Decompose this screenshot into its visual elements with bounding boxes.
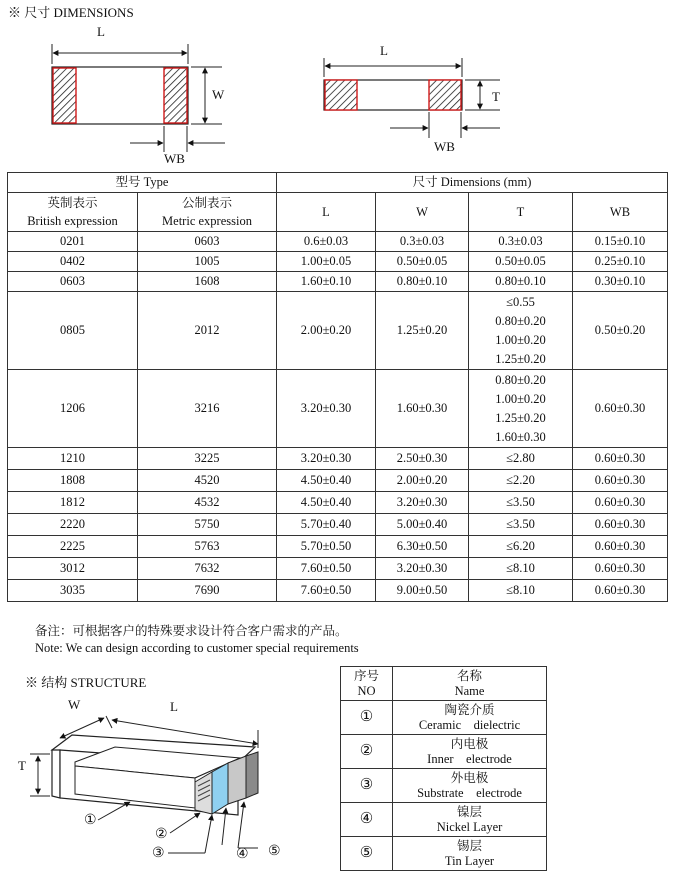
cell-L: 1.60±0.10 [277,272,376,292]
cell-T-value: 1.00±0.20 [495,332,546,347]
cell-W: 5.00±0.40 [376,514,469,536]
side-view-drawing [324,58,500,138]
materials-header-no-en: NO [357,683,376,698]
top-view-right-terminal [164,68,187,123]
materials-header-no-cn: 序号 [353,668,379,683]
materials-row [341,837,547,871]
materials-table [340,666,547,871]
table-row [8,370,668,448]
cell-metric: 1608 [138,272,277,292]
cell-L: 3.20±0.30 [277,370,376,448]
cell-T-value: ≤2.20 [506,473,535,487]
cell-W: 3.20±0.30 [376,558,469,580]
header-type: 型号 Type [8,173,277,193]
cell-T [469,558,573,580]
materials-name-en: Inner electrode [427,751,512,766]
cell-L: 4.50±0.40 [277,492,376,514]
header-metric-en: Metric expression [162,214,252,228]
cell-WB: 0.60±0.30 [573,370,668,448]
side-view-L-label: L [380,43,388,58]
cell-W: 2.50±0.30 [376,448,469,470]
cell-british: 0805 [8,292,138,370]
callout-5: ⑤ [268,844,281,859]
cell-T-value: 0.50±0.05 [495,254,546,268]
top-view-WB-label: WB [164,151,185,166]
materials-name [393,701,547,735]
structure-section-title: ※ 结构 STRUCTURE [25,675,147,690]
cell-british: 1812 [8,492,138,514]
header-metric-cn: 公制表示 [181,196,232,210]
table-row [8,272,668,292]
cell-T [469,470,573,492]
cell-L: 0.6±0.03 [277,232,376,252]
cell-metric: 4532 [138,492,277,514]
cell-british: 3035 [8,580,138,602]
header-WB: WB [573,193,668,232]
materials-name-cn: 镍层 [456,804,482,819]
cell-L: 1.00±0.05 [277,252,376,272]
cell-W: 3.20±0.30 [376,492,469,514]
cell-L: 2.00±0.20 [277,292,376,370]
cell-T-value: 0.80±0.20 [495,313,546,328]
note-chinese: 备注：可根据客户的特殊要求设计符合客户需求的产品。 [35,624,348,638]
cell-metric: 5763 [138,536,277,558]
cell-T-value: 1.00±0.20 [495,391,546,406]
dimensions-section-title: ※ 尺寸 DIMENSIONS [8,5,134,20]
cell-W: 9.00±0.50 [376,580,469,602]
table-row [8,252,668,272]
callout-2: ② [155,827,168,842]
materials-name-en: Substrate electrode [417,785,522,800]
table-row [8,448,668,470]
header-L: L [277,193,376,232]
top-view-drawing [52,44,225,152]
materials-name [393,803,547,837]
cell-british: 1210 [8,448,138,470]
cell-T-value: 1.25±0.20 [495,351,546,366]
header-W: W [376,193,469,232]
table-row [8,470,668,492]
cell-metric: 5750 [138,514,277,536]
cell-T [469,252,573,272]
cell-T-value: 0.80±0.20 [495,372,546,387]
materials-header-row [341,667,547,701]
materials-name-cn: 内电极 [450,736,489,751]
header-T: T [469,193,573,232]
cell-T-value: ≤0.55 [506,294,535,309]
cell-british: 0201 [8,232,138,252]
cell-british: 3012 [8,558,138,580]
cell-WB: 0.15±0.10 [573,232,668,252]
header-british [8,193,138,232]
structure-W-label: W [68,697,81,712]
cell-british: 0402 [8,252,138,272]
side-view-T-label: T [492,89,500,104]
cell-W: 0.80±0.10 [376,272,469,292]
cell-L: 7.60±0.50 [277,580,376,602]
materials-header-name [393,667,547,701]
materials-name-en: Nickel Layer [436,819,503,834]
materials-name-en: Ceramic dielectric [418,717,521,732]
cell-T [469,370,573,448]
cell-L: 4.50±0.40 [277,470,376,492]
cell-T [469,536,573,558]
top-view-W-label: W [212,87,225,102]
materials-name-cn: 外电极 [450,770,489,785]
header-dimensions: 尺寸 Dimensions (mm) [277,173,668,193]
cell-W: 6.30±0.50 [376,536,469,558]
table-row [8,492,668,514]
cell-WB: 0.60±0.30 [573,580,668,602]
cell-metric: 3216 [138,370,277,448]
cell-T [469,580,573,602]
side-view-left-terminal [325,80,357,110]
cell-british: 2220 [8,514,138,536]
cell-WB: 0.50±0.20 [573,292,668,370]
cell-WB: 0.60±0.30 [573,448,668,470]
cell-W: 0.3±0.03 [376,232,469,252]
cell-T-value: ≤8.10 [506,583,535,597]
cell-WB: 0.30±0.10 [573,272,668,292]
cell-metric: 7632 [138,558,277,580]
cell-WB: 0.60±0.30 [573,492,668,514]
top-view-L-label: L [97,24,105,39]
materials-name [393,837,547,871]
cell-T [469,514,573,536]
table-row [8,558,668,580]
cell-british: 1206 [8,370,138,448]
cell-WB: 0.60±0.30 [573,558,668,580]
side-view-WB-label: WB [434,139,455,154]
materials-no: ② [341,735,393,769]
cell-T-value: ≤6.20 [506,539,535,553]
cell-metric: 1005 [138,252,277,272]
cell-WB: 0.25±0.10 [573,252,668,272]
cell-L: 7.60±0.50 [277,558,376,580]
structure-L-label: L [170,699,178,714]
header-british-en: British expression [27,214,118,228]
tin-layer-5 [246,752,258,798]
cell-T-value: 1.60±0.30 [495,429,546,444]
cell-WB: 0.60±0.30 [573,536,668,558]
cell-metric: 3225 [138,448,277,470]
cell-british: 0603 [8,272,138,292]
cell-WB: 0.60±0.30 [573,514,668,536]
cell-W: 1.60±0.30 [376,370,469,448]
cell-W: 1.25±0.20 [376,292,469,370]
table-row [8,232,668,252]
materials-name [393,735,547,769]
materials-name-en: Tin Layer [444,853,495,868]
materials-no: ⑤ [341,837,393,871]
cell-british: 2225 [8,536,138,558]
dimensions-table [7,172,668,602]
materials-header-name-en: Name [454,683,485,698]
cell-W: 0.50±0.05 [376,252,469,272]
callout-1: ① [84,813,97,828]
cell-T-value: ≤8.10 [506,561,535,575]
top-view-left-terminal [53,68,76,123]
materials-row [341,701,547,735]
cell-metric: 7690 [138,580,277,602]
cell-T-value: ≤3.50 [506,495,535,509]
materials-name-cn: 锡层 [456,838,482,853]
table-row [8,292,668,370]
cell-L: 5.70±0.50 [277,536,376,558]
materials-header-name-cn: 名称 [456,668,482,683]
table-row [8,514,668,536]
cell-T [469,292,573,370]
materials-row [341,803,547,837]
cell-T [469,448,573,470]
cell-T [469,272,573,292]
cell-T-value: ≤2.80 [506,451,535,465]
cell-T [469,232,573,252]
materials-no: ③ [341,769,393,803]
cell-W: 2.00±0.20 [376,470,469,492]
header-metric [138,193,277,232]
side-view-right-terminal [429,80,461,110]
callout-4: ④ [236,847,249,862]
cell-T-value: ≤3.50 [506,517,535,531]
materials-name-cn: 陶瓷介质 [444,702,495,717]
cell-T-value: 1.25±0.20 [495,410,546,425]
cell-T-value: 0.3±0.03 [498,234,543,248]
table-row [8,536,668,558]
materials-header-no [341,667,393,701]
cell-metric: 2012 [138,292,277,370]
materials-no: ④ [341,803,393,837]
materials-row [341,769,547,803]
note-english: Note: We can design according to customer special requirements [35,641,359,655]
cell-WB: 0.60±0.30 [573,470,668,492]
materials-no: ① [341,701,393,735]
header-british-cn: 英制表示 [47,196,98,210]
cell-metric: 4520 [138,470,277,492]
structure-T-label: T [18,758,26,773]
cell-T-value: 0.80±0.10 [495,274,546,288]
materials-name [393,769,547,803]
cell-L: 5.70±0.40 [277,514,376,536]
structure-drawing [0,690,340,874]
callout-3: ③ [152,846,165,861]
table-row [8,580,668,602]
materials-row [341,735,547,769]
cell-british: 1808 [8,470,138,492]
cell-metric: 0603 [138,232,277,252]
cell-T [469,492,573,514]
cell-L: 3.20±0.30 [277,448,376,470]
